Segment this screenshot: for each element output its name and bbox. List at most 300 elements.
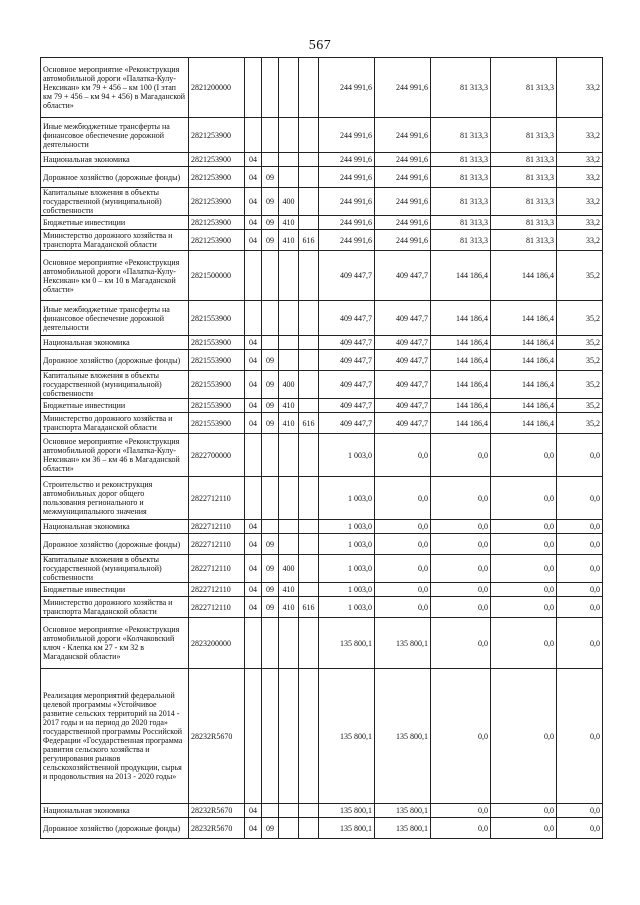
row-exec2-cell: 0,0 bbox=[491, 434, 557, 477]
row-exec-cell: 0,0 bbox=[431, 597, 491, 618]
row-exec-cell: 0,0 bbox=[431, 434, 491, 477]
row-pr-cell bbox=[262, 434, 279, 477]
row-plan-cell: 409 447,7 bbox=[319, 350, 375, 371]
row-refined-cell: 244 991,6 bbox=[375, 153, 431, 167]
table-row bbox=[41, 804, 603, 818]
row-pr-cell: 09 bbox=[262, 534, 279, 555]
row-plan-cell: 1 003,0 bbox=[319, 597, 375, 618]
table-row bbox=[41, 669, 603, 804]
row-exec2-cell: 0,0 bbox=[491, 804, 557, 818]
row-name-cell: Капитальные вложения в объекты государственной (муниципальной) собственности bbox=[41, 371, 189, 399]
row-plan-cell: 244 991,6 bbox=[319, 153, 375, 167]
row-plan-cell: 1 003,0 bbox=[319, 520, 375, 534]
row-plan-cell: 1 003,0 bbox=[319, 583, 375, 597]
table-row bbox=[41, 618, 603, 669]
row-exec-cell: 0,0 bbox=[431, 618, 491, 669]
row-exec-cell: 0,0 bbox=[431, 477, 491, 520]
row-name-cell: Основное мероприятие «Реконструкция автомобильной дороги «Палатка-Кулу-Нексикан» км 79 + 456 – км 100 (I этап км 79 + 456 – км 94 + 456) в Магаданской области» bbox=[41, 58, 189, 118]
row-exec2-cell: 144 186,4 bbox=[491, 350, 557, 371]
row-pr-cell bbox=[262, 804, 279, 818]
row-code-cell: 2821253900 bbox=[189, 118, 245, 153]
table-row bbox=[41, 58, 603, 118]
row-pr-cell: 09 bbox=[262, 350, 279, 371]
row-exec2-cell: 0,0 bbox=[491, 669, 557, 804]
row-exec-cell: 0,0 bbox=[431, 583, 491, 597]
row-code-cell: 2822712110 bbox=[189, 534, 245, 555]
row-plan-cell: 1 003,0 bbox=[319, 534, 375, 555]
row-name-cell: Дорожное хозяйство (дорожные фонды) bbox=[41, 818, 189, 839]
row-percent-cell: 0,0 bbox=[557, 818, 603, 839]
row-exec2-cell: 144 186,4 bbox=[491, 413, 557, 434]
row-percent-cell: 0,0 bbox=[557, 804, 603, 818]
row-pr-cell: 09 bbox=[262, 399, 279, 413]
row-refined-cell: 409 447,7 bbox=[375, 413, 431, 434]
table-row bbox=[41, 251, 603, 301]
row-exec2-cell: 81 313,3 bbox=[491, 167, 557, 188]
row-plan-cell: 244 991,6 bbox=[319, 230, 375, 251]
row-name-cell: Бюджетные инвестиции bbox=[41, 216, 189, 230]
row-name-cell: Национальная экономика bbox=[41, 336, 189, 350]
row-gr-cell bbox=[299, 669, 319, 804]
row-plan-cell: 244 991,6 bbox=[319, 216, 375, 230]
row-exec2-cell: 81 313,3 bbox=[491, 58, 557, 118]
row-code-cell: 2821200000 bbox=[189, 58, 245, 118]
row-code-cell: 2821553900 bbox=[189, 399, 245, 413]
row-name-cell: Строительство и реконструкция автомобильных дорог общего пользования регионального и межмуниципального значения bbox=[41, 477, 189, 520]
row-exec-cell: 81 313,3 bbox=[431, 167, 491, 188]
row-exec2-cell: 144 186,4 bbox=[491, 251, 557, 301]
row-exec-cell: 144 186,4 bbox=[431, 413, 491, 434]
row-vr-cell: 400 bbox=[279, 188, 299, 216]
row-gr-cell bbox=[299, 188, 319, 216]
row-exec-cell: 81 313,3 bbox=[431, 118, 491, 153]
row-refined-cell: 135 800,1 bbox=[375, 804, 431, 818]
table-row bbox=[41, 336, 603, 350]
row-percent-cell: 35,2 bbox=[557, 350, 603, 371]
row-pr-cell bbox=[262, 58, 279, 118]
table-row bbox=[41, 597, 603, 618]
row-vr-cell: 410 bbox=[279, 230, 299, 251]
row-code-cell: 2821253900 bbox=[189, 216, 245, 230]
row-pr-cell: 09 bbox=[262, 230, 279, 251]
row-code-cell: 2821253900 bbox=[189, 230, 245, 251]
row-gr-cell bbox=[299, 534, 319, 555]
table-row bbox=[41, 371, 603, 399]
row-name-cell: Бюджетные инвестиции bbox=[41, 399, 189, 413]
row-name-cell: Основное мероприятие «Реконструкция автомобильной дороги «Колчаковский ключ - Клепка км 27 - км 32 в Магаданской области» bbox=[41, 618, 189, 669]
row-gr-cell bbox=[299, 301, 319, 336]
row-pr-cell: 09 bbox=[262, 188, 279, 216]
row-gr-cell bbox=[299, 477, 319, 520]
row-refined-cell: 244 991,6 bbox=[375, 230, 431, 251]
row-code-cell: 2821553900 bbox=[189, 336, 245, 350]
row-rz-cell: 04 bbox=[245, 153, 262, 167]
row-code-cell: 2822700000 bbox=[189, 434, 245, 477]
row-percent-cell: 33,2 bbox=[557, 153, 603, 167]
row-gr-cell bbox=[299, 153, 319, 167]
row-percent-cell: 0,0 bbox=[557, 618, 603, 669]
row-pr-cell: 09 bbox=[262, 583, 279, 597]
row-vr-cell bbox=[279, 618, 299, 669]
row-rz-cell bbox=[245, 669, 262, 804]
row-refined-cell: 244 991,6 bbox=[375, 58, 431, 118]
row-name-cell: Национальная экономика bbox=[41, 153, 189, 167]
row-exec-cell: 0,0 bbox=[431, 520, 491, 534]
row-plan-cell: 135 800,1 bbox=[319, 669, 375, 804]
row-refined-cell: 409 447,7 bbox=[375, 371, 431, 399]
row-rz-cell bbox=[245, 301, 262, 336]
row-refined-cell: 409 447,7 bbox=[375, 336, 431, 350]
row-exec-cell: 0,0 bbox=[431, 555, 491, 583]
row-percent-cell: 0,0 bbox=[557, 434, 603, 477]
row-code-cell: 28232R5670 bbox=[189, 818, 245, 839]
table-row bbox=[41, 477, 603, 520]
row-vr-cell bbox=[279, 350, 299, 371]
table-row bbox=[41, 818, 603, 839]
row-rz-cell: 04 bbox=[245, 216, 262, 230]
row-pr-cell: 09 bbox=[262, 597, 279, 618]
row-pr-cell: 09 bbox=[262, 216, 279, 230]
row-exec2-cell: 81 313,3 bbox=[491, 153, 557, 167]
row-percent-cell: 0,0 bbox=[557, 669, 603, 804]
row-pr-cell: 09 bbox=[262, 555, 279, 583]
row-exec2-cell: 81 313,3 bbox=[491, 230, 557, 251]
row-rz-cell bbox=[245, 477, 262, 520]
row-code-cell: 2821253900 bbox=[189, 167, 245, 188]
row-gr-cell: 616 bbox=[299, 230, 319, 251]
row-exec2-cell: 0,0 bbox=[491, 618, 557, 669]
row-vr-cell bbox=[279, 804, 299, 818]
row-rz-cell bbox=[245, 618, 262, 669]
row-code-cell: 2823200000 bbox=[189, 618, 245, 669]
row-percent-cell: 35,2 bbox=[557, 301, 603, 336]
table-row bbox=[41, 583, 603, 597]
row-plan-cell: 135 800,1 bbox=[319, 818, 375, 839]
row-refined-cell: 409 447,7 bbox=[375, 251, 431, 301]
row-gr-cell bbox=[299, 399, 319, 413]
row-code-cell: 2821253900 bbox=[189, 188, 245, 216]
row-exec2-cell: 144 186,4 bbox=[491, 301, 557, 336]
row-rz-cell: 04 bbox=[245, 167, 262, 188]
row-exec-cell: 144 186,4 bbox=[431, 336, 491, 350]
table-row bbox=[41, 230, 603, 251]
row-plan-cell: 409 447,7 bbox=[319, 399, 375, 413]
row-name-cell: Основное мероприятие «Реконструкция автомобильной дороги «Палатка-Кулу-Нексикан» км 0 – км 10 в Магаданской области» bbox=[41, 251, 189, 301]
row-percent-cell: 0,0 bbox=[557, 534, 603, 555]
row-exec2-cell: 144 186,4 bbox=[491, 336, 557, 350]
row-rz-cell: 04 bbox=[245, 555, 262, 583]
row-code-cell: 2821553900 bbox=[189, 350, 245, 371]
row-pr-cell: 09 bbox=[262, 371, 279, 399]
row-exec2-cell: 144 186,4 bbox=[491, 371, 557, 399]
row-gr-cell bbox=[299, 336, 319, 350]
row-rz-cell: 04 bbox=[245, 399, 262, 413]
row-exec2-cell: 0,0 bbox=[491, 818, 557, 839]
row-percent-cell: 0,0 bbox=[557, 555, 603, 583]
row-pr-cell bbox=[262, 301, 279, 336]
row-exec-cell: 144 186,4 bbox=[431, 301, 491, 336]
table-row bbox=[41, 167, 603, 188]
row-plan-cell: 244 991,6 bbox=[319, 58, 375, 118]
budget-table bbox=[40, 57, 603, 839]
row-plan-cell: 135 800,1 bbox=[319, 618, 375, 669]
row-plan-cell: 244 991,6 bbox=[319, 167, 375, 188]
row-rz-cell: 04 bbox=[245, 818, 262, 839]
row-name-cell: Иные межбюджетные трансферты на финансовое обеспечение дорожной деятельности bbox=[41, 118, 189, 153]
row-rz-cell: 04 bbox=[245, 597, 262, 618]
row-refined-cell: 135 800,1 bbox=[375, 818, 431, 839]
row-vr-cell: 410 bbox=[279, 216, 299, 230]
row-gr-cell bbox=[299, 555, 319, 583]
row-rz-cell bbox=[245, 251, 262, 301]
row-exec2-cell: 81 313,3 bbox=[491, 216, 557, 230]
row-pr-cell bbox=[262, 669, 279, 804]
row-percent-cell: 33,2 bbox=[557, 216, 603, 230]
row-plan-cell: 135 800,1 bbox=[319, 804, 375, 818]
row-rz-cell: 04 bbox=[245, 804, 262, 818]
row-pr-cell bbox=[262, 477, 279, 520]
row-name-cell: Министерство дорожного хозяйства и транспорта Магаданской области bbox=[41, 597, 189, 618]
row-pr-cell: 09 bbox=[262, 413, 279, 434]
row-gr-cell bbox=[299, 371, 319, 399]
row-exec-cell: 0,0 bbox=[431, 669, 491, 804]
row-refined-cell: 0,0 bbox=[375, 477, 431, 520]
row-refined-cell: 244 991,6 bbox=[375, 118, 431, 153]
row-vr-cell bbox=[279, 534, 299, 555]
row-plan-cell: 1 003,0 bbox=[319, 555, 375, 583]
row-percent-cell: 0,0 bbox=[557, 583, 603, 597]
row-gr-cell bbox=[299, 520, 319, 534]
row-vr-cell bbox=[279, 167, 299, 188]
row-percent-cell: 33,2 bbox=[557, 118, 603, 153]
row-plan-cell: 409 447,7 bbox=[319, 301, 375, 336]
row-name-cell: Национальная экономика bbox=[41, 804, 189, 818]
row-gr-cell bbox=[299, 818, 319, 839]
table-row bbox=[41, 413, 603, 434]
row-rz-cell: 04 bbox=[245, 230, 262, 251]
row-name-cell: Министерство дорожного хозяйства и транспорта Магаданской области bbox=[41, 413, 189, 434]
row-refined-cell: 0,0 bbox=[375, 555, 431, 583]
row-refined-cell: 244 991,6 bbox=[375, 188, 431, 216]
row-exec-cell: 81 313,3 bbox=[431, 216, 491, 230]
row-exec2-cell: 0,0 bbox=[491, 555, 557, 583]
row-pr-cell: 09 bbox=[262, 167, 279, 188]
row-refined-cell: 0,0 bbox=[375, 434, 431, 477]
row-plan-cell: 409 447,7 bbox=[319, 336, 375, 350]
row-name-cell: Национальная экономика bbox=[41, 520, 189, 534]
row-gr-cell bbox=[299, 350, 319, 371]
row-percent-cell: 0,0 bbox=[557, 597, 603, 618]
row-plan-cell: 409 447,7 bbox=[319, 413, 375, 434]
row-exec-cell: 0,0 bbox=[431, 534, 491, 555]
row-code-cell: 28232R5670 bbox=[189, 804, 245, 818]
row-gr-cell bbox=[299, 434, 319, 477]
row-percent-cell: 35,2 bbox=[557, 399, 603, 413]
row-code-cell: 2821500000 bbox=[189, 251, 245, 301]
row-rz-cell: 04 bbox=[245, 188, 262, 216]
row-vr-cell: 410 bbox=[279, 413, 299, 434]
row-percent-cell: 33,2 bbox=[557, 188, 603, 216]
row-code-cell: 2822712110 bbox=[189, 583, 245, 597]
row-exec-cell: 81 313,3 bbox=[431, 230, 491, 251]
row-percent-cell: 35,2 bbox=[557, 413, 603, 434]
row-gr-cell bbox=[299, 251, 319, 301]
row-rz-cell bbox=[245, 434, 262, 477]
row-code-cell: 2821553900 bbox=[189, 413, 245, 434]
row-exec-cell: 81 313,3 bbox=[431, 153, 491, 167]
row-name-cell: Дорожное хозяйство (дорожные фонды) bbox=[41, 534, 189, 555]
row-pr-cell bbox=[262, 153, 279, 167]
row-vr-cell bbox=[279, 118, 299, 153]
row-pr-cell bbox=[262, 520, 279, 534]
row-exec-cell: 0,0 bbox=[431, 804, 491, 818]
page-number: 567 bbox=[308, 38, 332, 53]
row-refined-cell: 0,0 bbox=[375, 583, 431, 597]
table-row bbox=[41, 350, 603, 371]
row-code-cell: 2822712110 bbox=[189, 520, 245, 534]
row-refined-cell: 0,0 bbox=[375, 534, 431, 555]
row-rz-cell: 04 bbox=[245, 350, 262, 371]
row-gr-cell bbox=[299, 58, 319, 118]
row-refined-cell: 409 447,7 bbox=[375, 301, 431, 336]
row-gr-cell bbox=[299, 167, 319, 188]
row-vr-cell bbox=[279, 520, 299, 534]
row-percent-cell: 35,2 bbox=[557, 251, 603, 301]
row-percent-cell: 35,2 bbox=[557, 336, 603, 350]
table-row bbox=[41, 301, 603, 336]
row-code-cell: 2822712110 bbox=[189, 555, 245, 583]
row-exec-cell: 144 186,4 bbox=[431, 371, 491, 399]
row-gr-cell bbox=[299, 618, 319, 669]
row-refined-cell: 244 991,6 bbox=[375, 216, 431, 230]
row-rz-cell: 04 bbox=[245, 583, 262, 597]
row-vr-cell: 400 bbox=[279, 555, 299, 583]
row-vr-cell bbox=[279, 477, 299, 520]
row-code-cell: 2821553900 bbox=[189, 301, 245, 336]
row-pr-cell bbox=[262, 336, 279, 350]
row-plan-cell: 244 991,6 bbox=[319, 188, 375, 216]
table-body bbox=[41, 58, 603, 839]
row-plan-cell: 1 003,0 bbox=[319, 434, 375, 477]
row-exec2-cell: 0,0 bbox=[491, 534, 557, 555]
row-percent-cell: 35,2 bbox=[557, 371, 603, 399]
row-pr-cell bbox=[262, 618, 279, 669]
row-rz-cell: 04 bbox=[245, 520, 262, 534]
row-pr-cell bbox=[262, 251, 279, 301]
row-name-cell: Капитальные вложения в объекты государственной (муниципальной) собственности bbox=[41, 188, 189, 216]
row-pr-cell: 09 bbox=[262, 818, 279, 839]
row-rz-cell: 04 bbox=[245, 336, 262, 350]
row-vr-cell: 410 bbox=[279, 399, 299, 413]
table-row bbox=[41, 118, 603, 153]
row-refined-cell: 0,0 bbox=[375, 597, 431, 618]
row-code-cell: 2822712110 bbox=[189, 477, 245, 520]
row-exec-cell: 144 186,4 bbox=[431, 399, 491, 413]
row-exec2-cell: 81 313,3 bbox=[491, 118, 557, 153]
table-row bbox=[41, 555, 603, 583]
row-name-cell: Дорожное хозяйство (дорожные фонды) bbox=[41, 350, 189, 371]
row-plan-cell: 244 991,6 bbox=[319, 118, 375, 153]
row-refined-cell: 135 800,1 bbox=[375, 669, 431, 804]
row-vr-cell bbox=[279, 301, 299, 336]
row-gr-cell bbox=[299, 583, 319, 597]
row-percent-cell: 33,2 bbox=[557, 167, 603, 188]
row-vr-cell bbox=[279, 251, 299, 301]
row-exec2-cell: 81 313,3 bbox=[491, 188, 557, 216]
row-exec2-cell: 0,0 bbox=[491, 477, 557, 520]
row-percent-cell: 0,0 bbox=[557, 477, 603, 520]
row-exec2-cell: 144 186,4 bbox=[491, 399, 557, 413]
row-exec-cell: 144 186,4 bbox=[431, 251, 491, 301]
row-refined-cell: 135 800,1 bbox=[375, 618, 431, 669]
row-exec2-cell: 0,0 bbox=[491, 520, 557, 534]
row-gr-cell bbox=[299, 804, 319, 818]
row-code-cell: 2821253900 bbox=[189, 153, 245, 167]
row-pr-cell bbox=[262, 118, 279, 153]
row-code-cell: 28232R5670 bbox=[189, 669, 245, 804]
row-vr-cell: 410 bbox=[279, 597, 299, 618]
row-gr-cell: 616 bbox=[299, 413, 319, 434]
row-name-cell: Капитальные вложения в объекты государственной (муниципальной) собственности bbox=[41, 555, 189, 583]
row-exec-cell: 144 186,4 bbox=[431, 350, 491, 371]
row-refined-cell: 409 447,7 bbox=[375, 350, 431, 371]
table-row bbox=[41, 153, 603, 167]
row-code-cell: 2821553900 bbox=[189, 371, 245, 399]
table-row bbox=[41, 216, 603, 230]
row-vr-cell: 400 bbox=[279, 371, 299, 399]
row-exec-cell: 81 313,3 bbox=[431, 58, 491, 118]
row-exec2-cell: 0,0 bbox=[491, 597, 557, 618]
row-name-cell: Иные межбюджетные трансферты на финансовое обеспечение дорожной деятельности bbox=[41, 301, 189, 336]
row-plan-cell: 409 447,7 bbox=[319, 251, 375, 301]
table-row bbox=[41, 534, 603, 555]
row-code-cell: 2822712110 bbox=[189, 597, 245, 618]
row-name-cell: Бюджетные инвестиции bbox=[41, 583, 189, 597]
table-row bbox=[41, 188, 603, 216]
row-name-cell: Основное мероприятие «Реконструкция автомобильной дороги «Палатка-Кулу-Нексикан» км 36 – км 46 в Магаданской области» bbox=[41, 434, 189, 477]
row-percent-cell: 33,2 bbox=[557, 230, 603, 251]
row-exec-cell: 81 313,3 bbox=[431, 188, 491, 216]
row-rz-cell: 04 bbox=[245, 413, 262, 434]
table-row bbox=[41, 520, 603, 534]
row-refined-cell: 409 447,7 bbox=[375, 399, 431, 413]
row-gr-cell: 616 bbox=[299, 597, 319, 618]
row-rz-cell bbox=[245, 58, 262, 118]
row-refined-cell: 244 991,6 bbox=[375, 167, 431, 188]
row-plan-cell: 409 447,7 bbox=[319, 371, 375, 399]
row-refined-cell: 0,0 bbox=[375, 520, 431, 534]
row-vr-cell bbox=[279, 336, 299, 350]
row-rz-cell: 04 bbox=[245, 371, 262, 399]
row-vr-cell bbox=[279, 669, 299, 804]
row-gr-cell bbox=[299, 216, 319, 230]
row-vr-cell bbox=[279, 818, 299, 839]
row-exec2-cell: 0,0 bbox=[491, 583, 557, 597]
row-percent-cell: 0,0 bbox=[557, 520, 603, 534]
row-name-cell: Министерство дорожного хозяйства и транспорта Магаданской области bbox=[41, 230, 189, 251]
table-row bbox=[41, 399, 603, 413]
table-row bbox=[41, 434, 603, 477]
row-vr-cell bbox=[279, 153, 299, 167]
row-name-cell: Реализация мероприятий федеральной целевой программы «Устойчивое развитие сельских территорий на 2014 - 2017 годы и на период до 2020 года» государственной программы Российской Федерации «Государственная программа развития сельского хозяйства и регулирования рынков сельскохозяйственной продукции, сырья и продовольствия на 2013 - 2020 годы» bbox=[41, 669, 189, 804]
row-exec-cell: 0,0 bbox=[431, 818, 491, 839]
row-rz-cell bbox=[245, 118, 262, 153]
row-vr-cell bbox=[279, 434, 299, 477]
row-name-cell: Дорожное хозяйство (дорожные фонды) bbox=[41, 167, 189, 188]
row-vr-cell: 410 bbox=[279, 583, 299, 597]
row-rz-cell: 04 bbox=[245, 534, 262, 555]
row-percent-cell: 33,2 bbox=[557, 58, 603, 118]
